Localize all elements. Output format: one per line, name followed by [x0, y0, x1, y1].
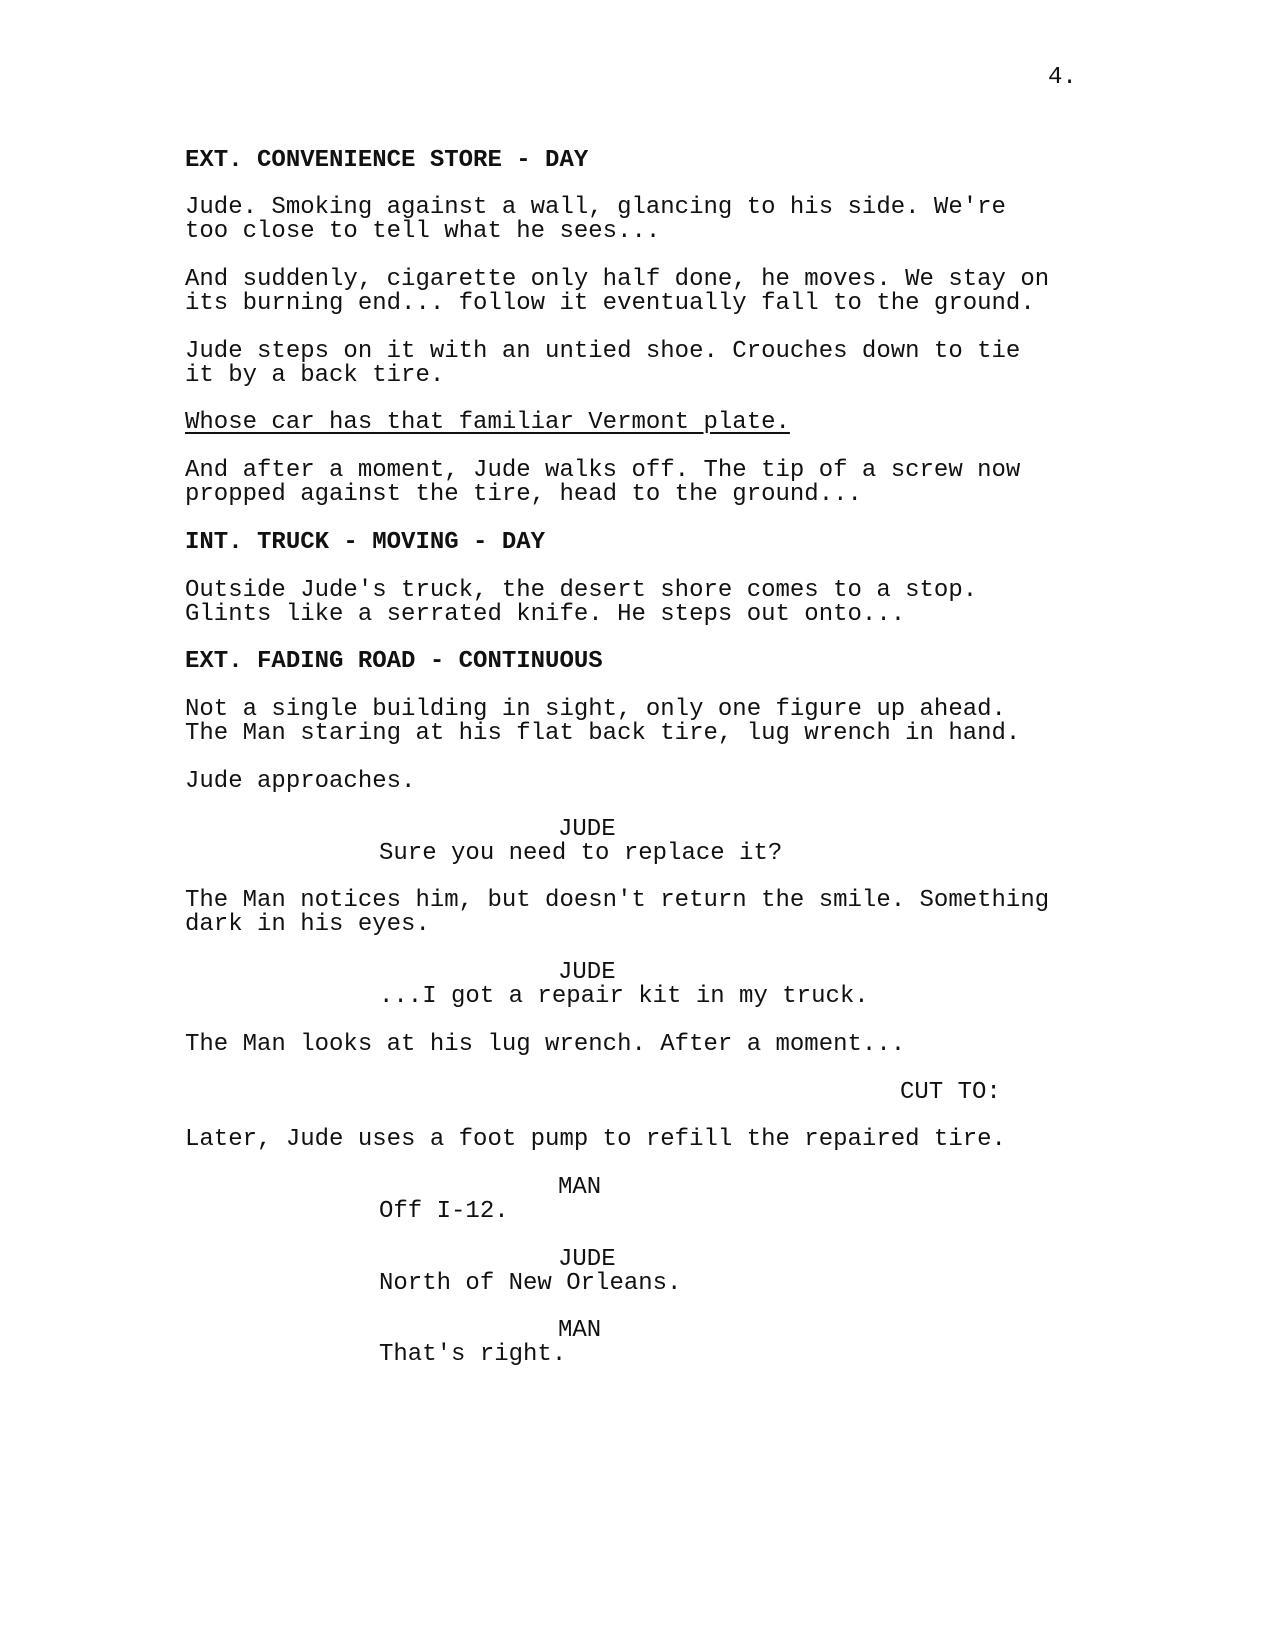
- action-line: Not a single building in sight, only one figure up ahead.: [185, 696, 1006, 723]
- scene-heading: INT. TRUCK - MOVING - DAY: [185, 529, 546, 556]
- action-line: it by a back tire.: [185, 362, 445, 389]
- action-line: propped against the tire, head to the ground...: [185, 481, 862, 508]
- dialogue-line: ...I got a repair kit in my truck.: [379, 983, 869, 1010]
- action-line: its burning end... follow it eventually fall to the ground.: [185, 290, 1035, 317]
- character-name: MAN: [558, 1317, 602, 1344]
- action-line: Later, Jude uses a foot pump to refill the repaired tire.: [185, 1126, 1006, 1153]
- action-line: dark in his eyes.: [185, 911, 430, 938]
- scene-heading: EXT. CONVENIENCE STORE - DAY: [185, 147, 589, 174]
- dialogue-line: Sure you need to replace it?: [379, 840, 783, 867]
- character-name: JUDE: [558, 1246, 616, 1273]
- action-line: Outside Jude's truck, the desert shore comes to a stop.: [185, 577, 978, 604]
- dialogue-line: Off I-12.: [379, 1198, 509, 1225]
- action-line: Jude approaches.: [185, 768, 416, 795]
- scene-heading: EXT. FADING ROAD - CONTINUOUS: [185, 648, 603, 675]
- character-name: MAN: [558, 1174, 602, 1201]
- action-line: And suddenly, cigarette only half done, he moves. We stay on: [185, 266, 1050, 293]
- action-line: The Man notices him, but doesn't return the smile. Something: [185, 887, 1050, 914]
- action-line: too close to tell what he sees...: [185, 218, 661, 245]
- action-line-underlined: Whose car has that familiar Vermont plate.: [185, 409, 790, 436]
- dialogue-line: North of New Orleans.: [379, 1270, 682, 1297]
- character-name: JUDE: [558, 959, 616, 986]
- transition: CUT TO:: [900, 1079, 1001, 1106]
- action-line: And after a moment, Jude walks off. The tip of a screw now: [185, 457, 1021, 484]
- action-line: Jude steps on it with an untied shoe. Crouches down to tie: [185, 338, 1021, 365]
- character-name: JUDE: [558, 816, 616, 843]
- page-number: 4.: [1048, 64, 1077, 91]
- action-line: The Man staring at his flat back tire, lug wrench in hand.: [185, 720, 1021, 747]
- action-line: Glints like a serrated knife. He steps out onto...: [185, 601, 906, 628]
- action-line: The Man looks at his lug wrench. After a moment...: [185, 1031, 906, 1058]
- action-line: Jude. Smoking against a wall, glancing to his side. We're: [185, 194, 1006, 221]
- dialogue-line: That's right.: [379, 1341, 567, 1368]
